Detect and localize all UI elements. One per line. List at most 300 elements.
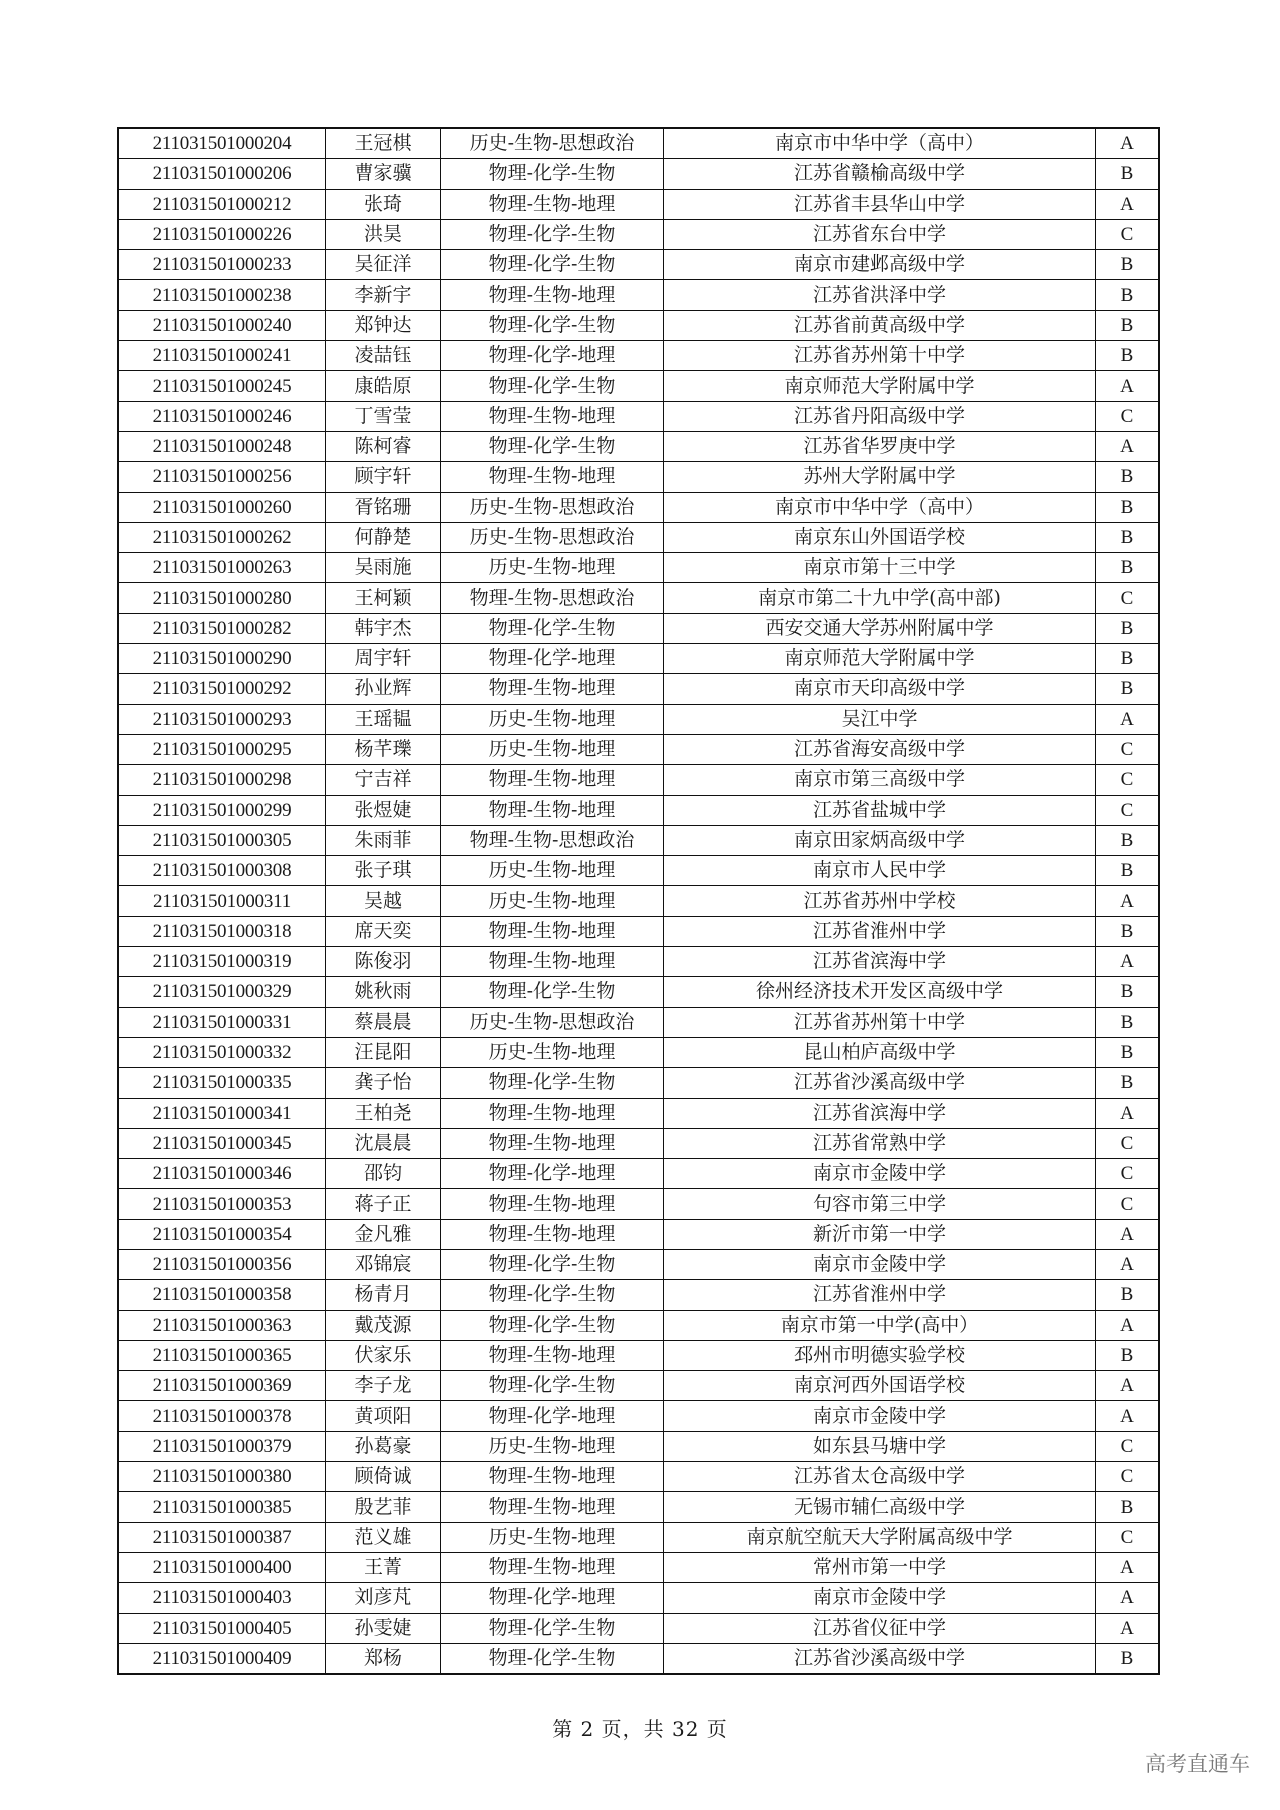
grade-cell: B bbox=[1096, 1492, 1160, 1522]
table-row bbox=[118, 765, 1159, 795]
table-row bbox=[118, 401, 1159, 431]
school-cell: 南京师范大学附属中学 bbox=[664, 371, 1096, 401]
subject-combination-cell: 历史-生物-地理 bbox=[441, 1431, 664, 1461]
school-cell: 江苏省淮州中学 bbox=[664, 1280, 1096, 1310]
table-row bbox=[118, 128, 1159, 159]
student-name-cell: 刘彦芃 bbox=[326, 1583, 441, 1613]
grade-cell: A bbox=[1096, 1552, 1160, 1582]
exam-id-cell: 211031501000365 bbox=[118, 1340, 326, 1370]
table-row bbox=[118, 492, 1159, 522]
table-row bbox=[118, 1643, 1159, 1674]
exam-id-cell: 211031501000245 bbox=[118, 371, 326, 401]
subject-combination-cell: 物理-生物-地理 bbox=[441, 947, 664, 977]
watermark-text: 高考直通车 bbox=[1145, 1752, 1250, 1776]
grade-cell: A bbox=[1096, 431, 1160, 461]
school-cell: 南京东山外国语学校 bbox=[664, 522, 1096, 552]
grade-cell: A bbox=[1096, 189, 1160, 219]
table-row bbox=[118, 280, 1159, 310]
school-cell: 如东县马塘中学 bbox=[664, 1431, 1096, 1461]
exam-id-cell: 211031501000378 bbox=[118, 1401, 326, 1431]
student-name-cell: 张子琪 bbox=[326, 856, 441, 886]
grade-cell: B bbox=[1096, 644, 1160, 674]
school-cell: 江苏省仪征中学 bbox=[664, 1613, 1096, 1643]
exam-id-cell: 211031501000233 bbox=[118, 250, 326, 280]
student-name-cell: 朱雨菲 bbox=[326, 825, 441, 855]
exam-id-cell: 211031501000318 bbox=[118, 916, 326, 946]
student-name-cell: 周宇轩 bbox=[326, 644, 441, 674]
subject-combination-cell: 物理-化学-地理 bbox=[441, 1159, 664, 1189]
subject-combination-cell: 物理-生物-地理 bbox=[441, 1219, 664, 1249]
grade-cell: B bbox=[1096, 1340, 1160, 1370]
subject-combination-cell: 物理-生物-地理 bbox=[441, 280, 664, 310]
student-name-cell: 孙业辉 bbox=[326, 674, 441, 704]
subject-combination-cell: 物理-化学-地理 bbox=[441, 644, 664, 674]
subject-combination-cell: 物理-化学-生物 bbox=[441, 431, 664, 461]
grade-cell: C bbox=[1096, 1462, 1160, 1492]
table-row bbox=[118, 1492, 1159, 1522]
table-row bbox=[118, 159, 1159, 189]
school-cell: 昆山柏庐高级中学 bbox=[664, 1037, 1096, 1067]
school-cell: 江苏省前黄高级中学 bbox=[664, 310, 1096, 340]
subject-combination-cell: 物理-生物-地理 bbox=[441, 674, 664, 704]
subject-combination-cell: 历史-生物-地理 bbox=[441, 856, 664, 886]
subject-combination-cell: 物理-生物-地理 bbox=[441, 1552, 664, 1582]
grade-cell: C bbox=[1096, 583, 1160, 613]
school-cell: 江苏省太仓高级中学 bbox=[664, 1462, 1096, 1492]
subject-combination-cell: 物理-化学-生物 bbox=[441, 1643, 664, 1674]
table-row bbox=[118, 1401, 1159, 1431]
grade-cell: A bbox=[1096, 128, 1160, 159]
exam-id-cell: 211031501000260 bbox=[118, 492, 326, 522]
table-row bbox=[118, 1128, 1159, 1158]
school-cell: 南京市人民中学 bbox=[664, 856, 1096, 886]
table-row bbox=[118, 734, 1159, 764]
table-row bbox=[118, 1068, 1159, 1098]
exam-id-cell: 211031501000295 bbox=[118, 734, 326, 764]
grade-cell: A bbox=[1096, 1401, 1160, 1431]
student-name-cell: 曹家骥 bbox=[326, 159, 441, 189]
student-name-cell: 孙葛豪 bbox=[326, 1431, 441, 1461]
exam-id-cell: 211031501000299 bbox=[118, 795, 326, 825]
subject-combination-cell: 物理-生物-地理 bbox=[441, 795, 664, 825]
table-row bbox=[118, 1159, 1159, 1189]
exam-id-cell: 211031501000385 bbox=[118, 1492, 326, 1522]
table-row bbox=[118, 1431, 1159, 1461]
school-cell: 江苏省常熟中学 bbox=[664, 1128, 1096, 1158]
grade-cell: B bbox=[1096, 1037, 1160, 1067]
subject-combination-cell: 物理-生物-地理 bbox=[441, 1189, 664, 1219]
table-row bbox=[118, 1007, 1159, 1037]
grade-cell: A bbox=[1096, 1310, 1160, 1340]
grade-cell: C bbox=[1096, 401, 1160, 431]
table-row bbox=[118, 947, 1159, 977]
exam-id-cell: 211031501000403 bbox=[118, 1583, 326, 1613]
grade-cell: C bbox=[1096, 734, 1160, 764]
grade-cell: B bbox=[1096, 522, 1160, 552]
subject-combination-cell: 历史-生物-思想政治 bbox=[441, 128, 664, 159]
school-cell: 南京市第二十九中学(高中部) bbox=[664, 583, 1096, 613]
student-name-cell: 韩宇杰 bbox=[326, 613, 441, 643]
exam-id-cell: 211031501000409 bbox=[118, 1643, 326, 1674]
student-name-cell: 殷艺菲 bbox=[326, 1492, 441, 1522]
school-cell: 南京市天印高级中学 bbox=[664, 674, 1096, 704]
grade-cell: A bbox=[1096, 886, 1160, 916]
school-cell: 吴江中学 bbox=[664, 704, 1096, 734]
subject-combination-cell: 物理-生物-地理 bbox=[441, 401, 664, 431]
grade-cell: B bbox=[1096, 1068, 1160, 1098]
table-row bbox=[118, 1249, 1159, 1279]
school-cell: 苏州大学附属中学 bbox=[664, 462, 1096, 492]
table-row bbox=[118, 613, 1159, 643]
subject-combination-cell: 物理-生物-地理 bbox=[441, 1098, 664, 1128]
school-cell: 南京市中华中学（高中） bbox=[664, 128, 1096, 159]
exam-id-cell: 211031501000298 bbox=[118, 765, 326, 795]
subject-combination-cell: 物理-化学-地理 bbox=[441, 1583, 664, 1613]
school-cell: 江苏省沙溪高级中学 bbox=[664, 1643, 1096, 1674]
school-cell: 南京市金陵中学 bbox=[664, 1159, 1096, 1189]
student-name-cell: 李新宇 bbox=[326, 280, 441, 310]
school-cell: 江苏省沙溪高级中学 bbox=[664, 1068, 1096, 1098]
subject-combination-cell: 历史-生物-地理 bbox=[441, 553, 664, 583]
student-name-cell: 杨芊瓅 bbox=[326, 734, 441, 764]
grade-cell: B bbox=[1096, 341, 1160, 371]
subject-combination-cell: 物理-生物-地理 bbox=[441, 1128, 664, 1158]
subject-combination-cell: 物理-化学-生物 bbox=[441, 1310, 664, 1340]
student-name-cell: 龚子怡 bbox=[326, 1068, 441, 1098]
school-cell: 江苏省滨海中学 bbox=[664, 947, 1096, 977]
exam-id-cell: 211031501000354 bbox=[118, 1219, 326, 1249]
subject-combination-cell: 物理-化学-地理 bbox=[441, 1401, 664, 1431]
table-row bbox=[118, 856, 1159, 886]
student-name-cell: 吴越 bbox=[326, 886, 441, 916]
school-cell: 南京市建邺高级中学 bbox=[664, 250, 1096, 280]
grade-cell: B bbox=[1096, 1643, 1160, 1674]
subject-combination-cell: 物理-生物-地理 bbox=[441, 462, 664, 492]
exam-id-cell: 211031501000358 bbox=[118, 1280, 326, 1310]
student-name-cell: 汪昆阳 bbox=[326, 1037, 441, 1067]
exam-id-cell: 211031501000292 bbox=[118, 674, 326, 704]
exam-id-cell: 211031501000405 bbox=[118, 1613, 326, 1643]
grade-cell: B bbox=[1096, 250, 1160, 280]
student-roster-table bbox=[117, 127, 1160, 1675]
exam-id-cell: 211031501000282 bbox=[118, 613, 326, 643]
exam-id-cell: 211031501000319 bbox=[118, 947, 326, 977]
table-row bbox=[118, 1522, 1159, 1552]
student-name-cell: 顾倚诚 bbox=[326, 1462, 441, 1492]
subject-combination-cell: 物理-生物-地理 bbox=[441, 1462, 664, 1492]
exam-id-cell: 211031501000293 bbox=[118, 704, 326, 734]
table-row bbox=[118, 310, 1159, 340]
exam-id-cell: 211031501000380 bbox=[118, 1462, 326, 1492]
table-row bbox=[118, 1219, 1159, 1249]
table-row bbox=[118, 462, 1159, 492]
school-cell: 新沂市第一中学 bbox=[664, 1219, 1096, 1249]
school-cell: 江苏省盐城中学 bbox=[664, 795, 1096, 825]
subject-combination-cell: 物理-生物-地理 bbox=[441, 916, 664, 946]
school-cell: 江苏省洪泽中学 bbox=[664, 280, 1096, 310]
school-cell: 江苏省东台中学 bbox=[664, 219, 1096, 249]
school-cell: 江苏省苏州第十中学 bbox=[664, 1007, 1096, 1037]
exam-id-cell: 211031501000356 bbox=[118, 1249, 326, 1279]
table-row bbox=[118, 1583, 1159, 1613]
subject-combination-cell: 物理-化学-地理 bbox=[441, 341, 664, 371]
exam-id-cell: 211031501000345 bbox=[118, 1128, 326, 1158]
exam-id-cell: 211031501000280 bbox=[118, 583, 326, 613]
school-cell: 南京市第一中学(高中） bbox=[664, 1310, 1096, 1340]
grade-cell: C bbox=[1096, 1128, 1160, 1158]
subject-combination-cell: 物理-化学-生物 bbox=[441, 1613, 664, 1643]
exam-id-cell: 211031501000263 bbox=[118, 553, 326, 583]
school-cell: 南京师范大学附属中学 bbox=[664, 644, 1096, 674]
school-cell: 江苏省淮州中学 bbox=[664, 916, 1096, 946]
school-cell: 句容市第三中学 bbox=[664, 1189, 1096, 1219]
exam-id-cell: 211031501000238 bbox=[118, 280, 326, 310]
exam-id-cell: 211031501000363 bbox=[118, 1310, 326, 1340]
school-cell: 常州市第一中学 bbox=[664, 1552, 1096, 1582]
grade-cell: A bbox=[1096, 704, 1160, 734]
table-row bbox=[118, 1613, 1159, 1643]
exam-id-cell: 211031501000204 bbox=[118, 128, 326, 159]
exam-id-cell: 211031501000305 bbox=[118, 825, 326, 855]
school-cell: 江苏省苏州第十中学 bbox=[664, 341, 1096, 371]
page-number-footer: 第 2 页，共 32 页 bbox=[552, 1717, 728, 1741]
student-name-cell: 沈晨晨 bbox=[326, 1128, 441, 1158]
exam-id-cell: 211031501000331 bbox=[118, 1007, 326, 1037]
table-row bbox=[118, 189, 1159, 219]
subject-combination-cell: 物理-化学-生物 bbox=[441, 1371, 664, 1401]
table-row bbox=[118, 1310, 1159, 1340]
student-name-cell: 陈柯睿 bbox=[326, 431, 441, 461]
school-cell: 无锡市辅仁高级中学 bbox=[664, 1492, 1096, 1522]
subject-combination-cell: 物理-化学-生物 bbox=[441, 371, 664, 401]
grade-cell: A bbox=[1096, 1371, 1160, 1401]
student-name-cell: 宁吉祥 bbox=[326, 765, 441, 795]
grade-cell: B bbox=[1096, 280, 1160, 310]
table-row bbox=[118, 1037, 1159, 1067]
school-cell: 南京市金陵中学 bbox=[664, 1401, 1096, 1431]
subject-combination-cell: 历史-生物-地理 bbox=[441, 734, 664, 764]
table-row bbox=[118, 371, 1159, 401]
student-name-cell: 张琦 bbox=[326, 189, 441, 219]
table-row bbox=[118, 250, 1159, 280]
school-cell: 邳州市明德实验学校 bbox=[664, 1340, 1096, 1370]
subject-combination-cell: 历史-生物-思想政治 bbox=[441, 1007, 664, 1037]
table-row bbox=[118, 1189, 1159, 1219]
table-row bbox=[118, 825, 1159, 855]
grade-cell: B bbox=[1096, 492, 1160, 522]
student-name-cell: 邓锦宸 bbox=[326, 1249, 441, 1279]
exam-id-cell: 211031501000290 bbox=[118, 644, 326, 674]
table-row bbox=[118, 583, 1159, 613]
subject-combination-cell: 物理-生物-地理 bbox=[441, 1340, 664, 1370]
grade-cell: B bbox=[1096, 1280, 1160, 1310]
table-row bbox=[118, 674, 1159, 704]
student-name-cell: 孙雯婕 bbox=[326, 1613, 441, 1643]
subject-combination-cell: 物理-化学-生物 bbox=[441, 219, 664, 249]
exam-id-cell: 211031501000241 bbox=[118, 341, 326, 371]
exam-id-cell: 211031501000387 bbox=[118, 1522, 326, 1552]
school-cell: 江苏省赣榆高级中学 bbox=[664, 159, 1096, 189]
student-name-cell: 凌喆钰 bbox=[326, 341, 441, 371]
subject-combination-cell: 物理-化学-生物 bbox=[441, 1280, 664, 1310]
school-cell: 西安交通大学苏州附属中学 bbox=[664, 613, 1096, 643]
exam-id-cell: 211031501000256 bbox=[118, 462, 326, 492]
table-row bbox=[118, 886, 1159, 916]
school-cell: 南京市中华中学（高中） bbox=[664, 492, 1096, 522]
subject-combination-cell: 历史-生物-思想政治 bbox=[441, 522, 664, 552]
student-name-cell: 王柏尧 bbox=[326, 1098, 441, 1128]
student-name-cell: 胥铭珊 bbox=[326, 492, 441, 522]
table-row bbox=[118, 1340, 1159, 1370]
student-name-cell: 戴茂源 bbox=[326, 1310, 441, 1340]
grade-cell: B bbox=[1096, 159, 1160, 189]
exam-id-cell: 211031501000400 bbox=[118, 1552, 326, 1582]
student-name-cell: 金凡雅 bbox=[326, 1219, 441, 1249]
student-name-cell: 康皓原 bbox=[326, 371, 441, 401]
grade-cell: B bbox=[1096, 553, 1160, 583]
school-cell: 南京市金陵中学 bbox=[664, 1249, 1096, 1279]
subject-combination-cell: 物理-生物-思想政治 bbox=[441, 825, 664, 855]
student-name-cell: 李子龙 bbox=[326, 1371, 441, 1401]
subject-combination-cell: 物理-化学-生物 bbox=[441, 613, 664, 643]
subject-combination-cell: 物理-化学-生物 bbox=[441, 1068, 664, 1098]
student-name-cell: 黄项阳 bbox=[326, 1401, 441, 1431]
student-name-cell: 顾宇轩 bbox=[326, 462, 441, 492]
subject-combination-cell: 历史-生物-地理 bbox=[441, 1037, 664, 1067]
student-name-cell: 邵钧 bbox=[326, 1159, 441, 1189]
grade-cell: C bbox=[1096, 1431, 1160, 1461]
grade-cell: A bbox=[1096, 1249, 1160, 1279]
exam-id-cell: 211031501000332 bbox=[118, 1037, 326, 1067]
table-row bbox=[118, 1462, 1159, 1492]
exam-id-cell: 211031501000248 bbox=[118, 431, 326, 461]
student-name-cell: 王冠棋 bbox=[326, 128, 441, 159]
subject-combination-cell: 历史-生物-地理 bbox=[441, 704, 664, 734]
grade-cell: B bbox=[1096, 310, 1160, 340]
exam-id-cell: 211031501000379 bbox=[118, 1431, 326, 1461]
school-cell: 江苏省丰县华山中学 bbox=[664, 189, 1096, 219]
student-name-cell: 陈俊羽 bbox=[326, 947, 441, 977]
subject-combination-cell: 物理-生物-地理 bbox=[441, 189, 664, 219]
table-row bbox=[118, 795, 1159, 825]
school-cell: 南京河西外国语学校 bbox=[664, 1371, 1096, 1401]
school-cell: 江苏省华罗庚中学 bbox=[664, 431, 1096, 461]
student-name-cell: 伏家乐 bbox=[326, 1340, 441, 1370]
school-cell: 江苏省丹阳高级中学 bbox=[664, 401, 1096, 431]
grade-cell: B bbox=[1096, 674, 1160, 704]
student-name-cell: 席天奕 bbox=[326, 916, 441, 946]
grade-cell: A bbox=[1096, 1219, 1160, 1249]
grade-cell: B bbox=[1096, 462, 1160, 492]
subject-combination-cell: 物理-化学-生物 bbox=[441, 159, 664, 189]
subject-combination-cell: 物理-化学-生物 bbox=[441, 250, 664, 280]
subject-combination-cell: 物理-生物-思想政治 bbox=[441, 583, 664, 613]
school-cell: 江苏省苏州中学校 bbox=[664, 886, 1096, 916]
grade-cell: B bbox=[1096, 613, 1160, 643]
grade-cell: B bbox=[1096, 856, 1160, 886]
table-row bbox=[118, 1098, 1159, 1128]
student-name-cell: 蒋子正 bbox=[326, 1189, 441, 1219]
grade-cell: B bbox=[1096, 977, 1160, 1007]
school-cell: 江苏省海安高级中学 bbox=[664, 734, 1096, 764]
grade-cell: C bbox=[1096, 1159, 1160, 1189]
student-name-cell: 吴征洋 bbox=[326, 250, 441, 280]
student-name-cell: 蔡晨晨 bbox=[326, 1007, 441, 1037]
student-name-cell: 丁雪莹 bbox=[326, 401, 441, 431]
table-row bbox=[118, 704, 1159, 734]
subject-combination-cell: 物理-生物-地理 bbox=[441, 765, 664, 795]
exam-id-cell: 211031501000341 bbox=[118, 1098, 326, 1128]
grade-cell: B bbox=[1096, 825, 1160, 855]
exam-id-cell: 211031501000353 bbox=[118, 1189, 326, 1219]
grade-cell: A bbox=[1096, 1613, 1160, 1643]
student-name-cell: 范义雄 bbox=[326, 1522, 441, 1552]
table-row bbox=[118, 1552, 1159, 1582]
subject-combination-cell: 物理-生物-地理 bbox=[441, 1492, 664, 1522]
school-cell: 江苏省滨海中学 bbox=[664, 1098, 1096, 1128]
subject-combination-cell: 物理-化学-生物 bbox=[441, 1249, 664, 1279]
subject-combination-cell: 历史-生物-地理 bbox=[441, 886, 664, 916]
exam-id-cell: 211031501000346 bbox=[118, 1159, 326, 1189]
subject-combination-cell: 历史-生物-思想政治 bbox=[441, 492, 664, 522]
grade-cell: C bbox=[1096, 1522, 1160, 1552]
student-name-cell: 何静楚 bbox=[326, 522, 441, 552]
grade-cell: C bbox=[1096, 765, 1160, 795]
grade-cell: C bbox=[1096, 1189, 1160, 1219]
school-cell: 南京航空航天大学附属高级中学 bbox=[664, 1522, 1096, 1552]
exam-id-cell: 211031501000240 bbox=[118, 310, 326, 340]
school-cell: 南京市金陵中学 bbox=[664, 1583, 1096, 1613]
table-row bbox=[118, 553, 1159, 583]
table-row bbox=[118, 219, 1159, 249]
exam-id-cell: 211031501000335 bbox=[118, 1068, 326, 1098]
student-name-cell: 郑杨 bbox=[326, 1643, 441, 1674]
table-row bbox=[118, 522, 1159, 552]
exam-id-cell: 211031501000226 bbox=[118, 219, 326, 249]
roster-body bbox=[118, 128, 1159, 1674]
student-name-cell: 吴雨施 bbox=[326, 553, 441, 583]
grade-cell: B bbox=[1096, 1007, 1160, 1037]
student-name-cell: 张煜婕 bbox=[326, 795, 441, 825]
exam-id-cell: 211031501000308 bbox=[118, 856, 326, 886]
grade-cell: C bbox=[1096, 219, 1160, 249]
student-name-cell: 郑钟达 bbox=[326, 310, 441, 340]
grade-cell: C bbox=[1096, 795, 1160, 825]
subject-combination-cell: 历史-生物-地理 bbox=[441, 1522, 664, 1552]
grade-cell: A bbox=[1096, 1583, 1160, 1613]
table-row bbox=[118, 341, 1159, 371]
grade-cell: A bbox=[1096, 371, 1160, 401]
grade-cell: A bbox=[1096, 947, 1160, 977]
table-row bbox=[118, 916, 1159, 946]
table-row bbox=[118, 977, 1159, 1007]
exam-id-cell: 211031501000206 bbox=[118, 159, 326, 189]
school-cell: 南京市第三高级中学 bbox=[664, 765, 1096, 795]
student-name-cell: 洪昊 bbox=[326, 219, 441, 249]
exam-id-cell: 211031501000329 bbox=[118, 977, 326, 1007]
student-name-cell: 杨青月 bbox=[326, 1280, 441, 1310]
student-name-cell: 王瑶韫 bbox=[326, 704, 441, 734]
student-name-cell: 姚秋雨 bbox=[326, 977, 441, 1007]
exam-id-cell: 211031501000246 bbox=[118, 401, 326, 431]
table-row bbox=[118, 644, 1159, 674]
school-cell: 南京田家炳高级中学 bbox=[664, 825, 1096, 855]
exam-id-cell: 211031501000262 bbox=[118, 522, 326, 552]
exam-id-cell: 211031501000369 bbox=[118, 1371, 326, 1401]
student-name-cell: 王菁 bbox=[326, 1552, 441, 1582]
grade-cell: A bbox=[1096, 1098, 1160, 1128]
table-row bbox=[118, 1371, 1159, 1401]
